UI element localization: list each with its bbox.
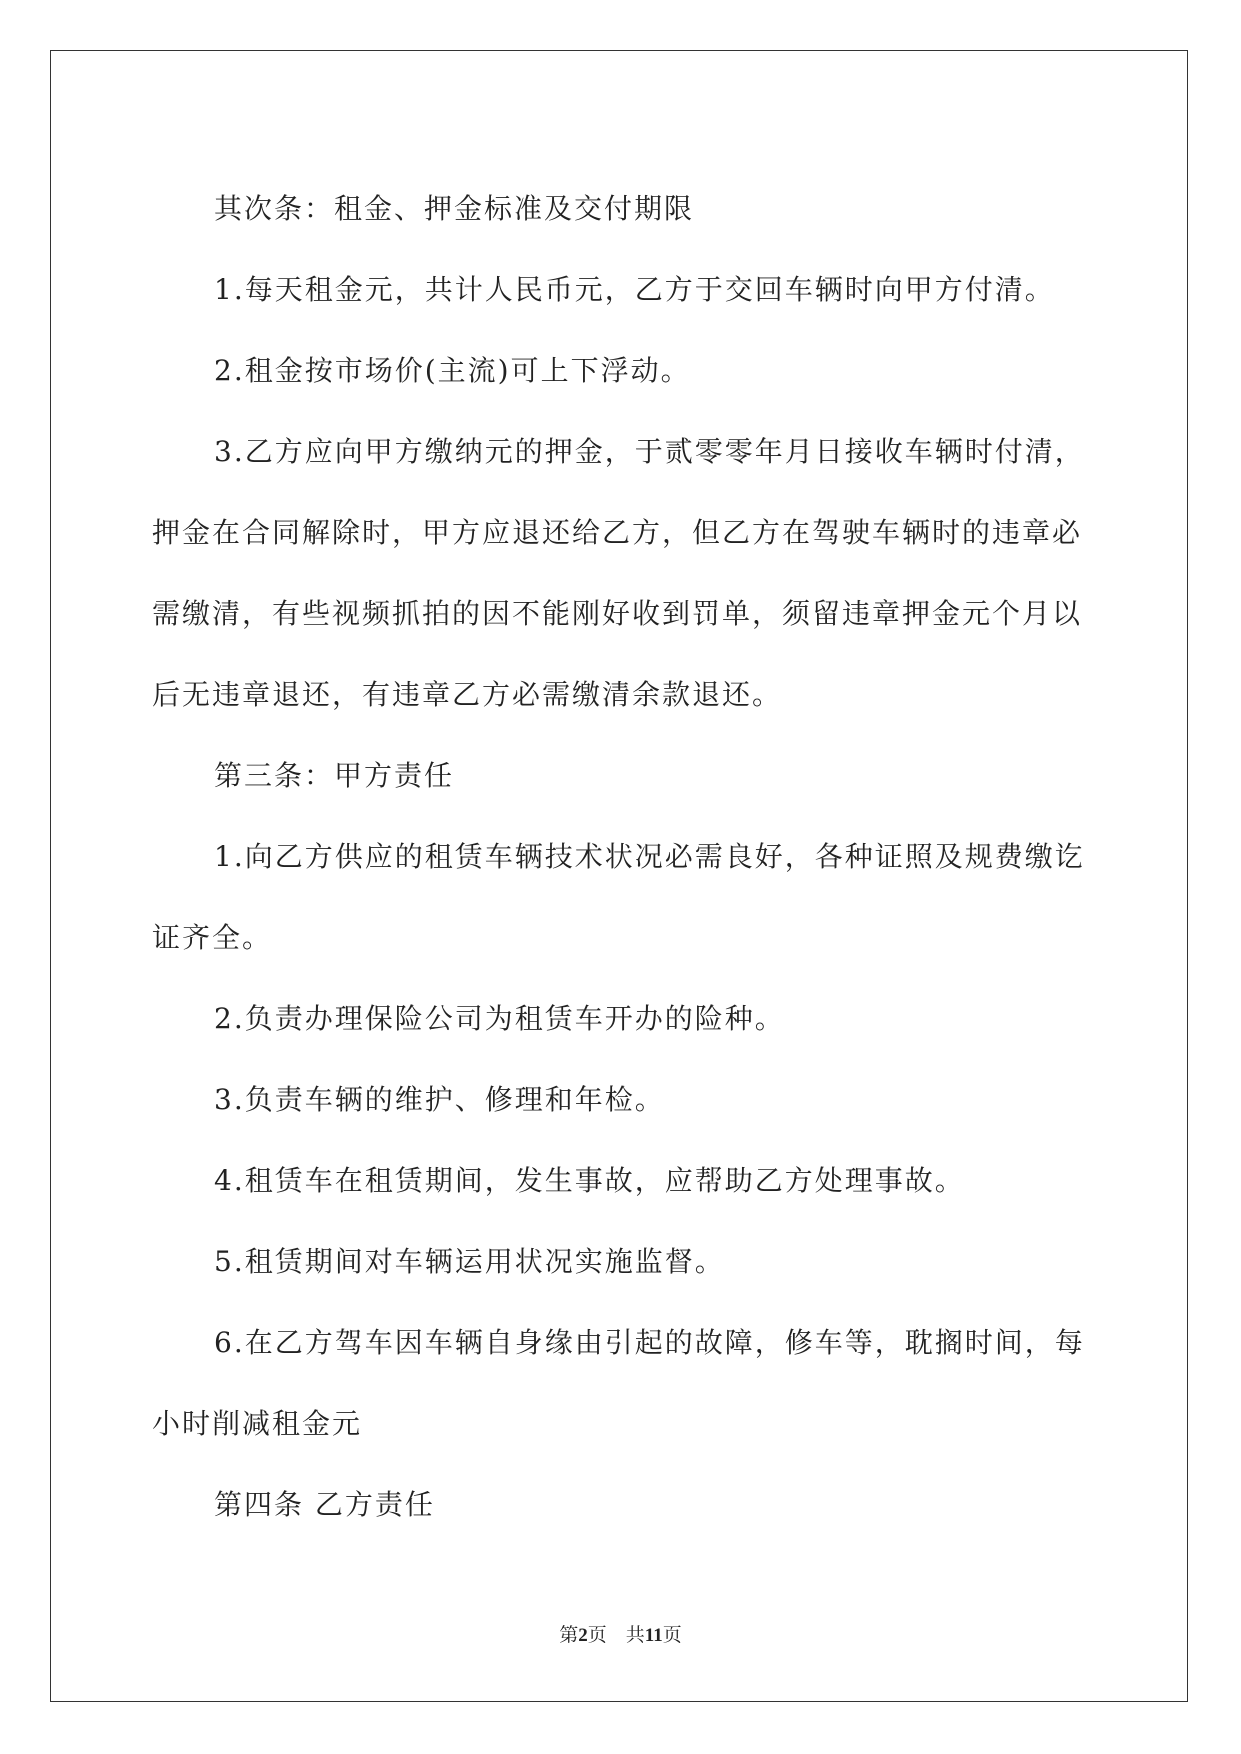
footer-page-prefix: 第	[559, 1625, 579, 1646]
footer-page-suffix: 页	[587, 1625, 607, 1646]
paragraph-article2-title: 其次条：租金、押金标准及交付期限	[214, 192, 695, 225]
paragraph-article2-item2: 2.租金按市场价(主流)可上下浮动。	[214, 354, 691, 387]
footer-total-prefix: 共	[625, 1625, 645, 1646]
paragraph-article3-item5: 5.租赁期间对车辆运用状况实施监督。	[214, 1245, 725, 1278]
paragraph-article3-item6: 6.在乙方驾车因车辆自身缘由引起的故障，修车等，耽搁时间，每小时削减租金元	[152, 1326, 1085, 1440]
paragraph-article3-item1: 1.向乙方供应的租赁车辆技术状况必需良好，各种证照及规费缴讫证齐全。	[152, 840, 1085, 954]
footer-total-pages: 11	[644, 1625, 663, 1646]
paragraph-article3-item3: 3.负责车辆的维护、修理和年检。	[214, 1083, 665, 1116]
page-footer	[0, 1620, 1241, 1647]
paragraph-article3-item2: 2.负责办理保险公司为租赁车开办的险种。	[214, 1002, 785, 1035]
document-body	[152, 168, 1097, 1545]
paragraph-article3-item4: 4.租赁车在租赁期间，发生事故，应帮助乙方处理事故。	[214, 1164, 965, 1197]
footer-page-number: 2	[578, 1625, 588, 1646]
paragraph-article4-title: 第四条 乙方责任	[214, 1488, 435, 1521]
paragraph-article3-title: 第三条：甲方责任	[214, 759, 455, 792]
paragraph-article2-item1: 1.每天租金元，共计人民币元，乙方于交回车辆时向甲方付清。	[214, 273, 1055, 306]
paragraph-article2-item3: 3.乙方应向甲方缴纳元的押金，于贰零零年月日接收车辆时付清，押金在合同解除时，甲方应退还给乙方，但乙方在驾驶车辆时的违章必需缴清，有些视频抓拍的因不能刚好收到罚单，须留违章押金元个月以后无违章退还，有违章乙方必需缴清余款退还。	[152, 435, 1085, 711]
footer-total-suffix: 页	[662, 1625, 682, 1646]
